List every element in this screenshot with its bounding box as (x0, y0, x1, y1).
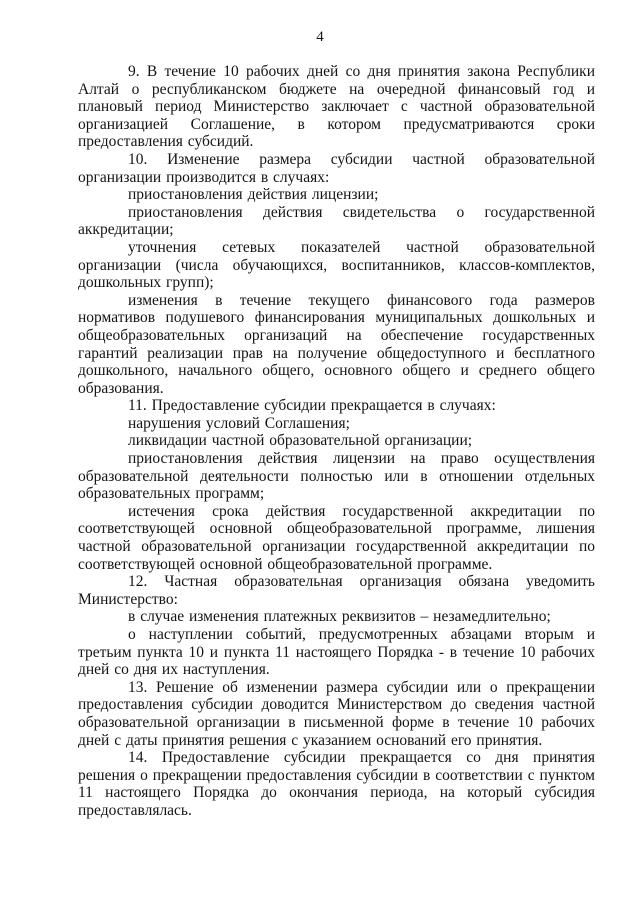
paragraph-11-item-license: приостановления действия лицензии на право осуществления образовательной деятельности полностью или в отношении отдельных образовательных программ; (78, 450, 595, 503)
paragraph-10-item-accreditation: приостановления действия свидетельства о государственной аккредитации; (78, 203, 595, 239)
document-body (78, 63, 595, 820)
paragraph-10: 10. Изменение размера субсидии частной образовательной организации производится в случаях: (78, 150, 595, 186)
paragraph-10-item-license: приостановления действия лицензии; (128, 186, 379, 204)
paragraph-10-item-financing: изменения в течение текущего финансового года размеров нормативов подушевого финансирования муниципальных дошкольных и общеобразовательных организаций на обеспечение государственных гарантий реализации прав на получение общедоступного и бесплатного дошкольного, начального общего, основного общего и среднего общего образования. (78, 291, 595, 397)
paragraph-11-item-violation: нарушения условий Соглашения; (128, 414, 350, 432)
paragraph-12-item-events: о наступлении событий, предусмотренных абзацами вторым и третьим пункта 10 и пункта 11 настоящего Порядка - в течение 10 рабочих дней со дня их наступления. (78, 626, 595, 679)
paragraph-12-item-requisites: в случае изменения платежных реквизитов – незамедлительно; (128, 608, 551, 626)
paragraph-10-item-network: уточнения сетевых показателей частной образовательной организации (числа обучающихся, воспитанников, классов-комплектов, дошкольных групп); (78, 238, 595, 292)
paragraph-11-item-expiry: истечения срока действия государственной аккредитации по соответствующей основной общеобразовательной программе, лишения частной образовательной организации государственной аккредитации по соответствующей основной общеобразовательной программе. (78, 502, 595, 573)
page-number: 4 (316, 29, 324, 45)
paragraph-9: 9. В течение 10 рабочих дней со дня принятия закона Республики Алтай о республиканском бюджете на очередной финансовый год и плановый период Министерство заключает с частной образовательной организацией Соглашение, в котором предусматриваются сроки предоставления субсидий. (78, 63, 595, 151)
paragraph-11: 11. Предоставление субсидии прекращается в случаях: (128, 397, 496, 415)
paragraph-12: 12. Частная образовательная организация обязана уведомить Министерство: (78, 573, 595, 608)
paragraph-14: 14. Предоставление субсидии прекращается со дня принятия решения о прекращении предоставления субсидии в соответствии с пунктом 11 настоящего Порядка до окончания периода, на который субсидия предоставлялась. (78, 749, 595, 819)
paragraph-13: 13. Решение об изменении размера субсидии или о прекращении предоставления субсидии доводится Министерством до сведения частной образовательной организации в письменной форме в течение 10 рабочих дней с даты принятия решения с указанием оснований его принятия. (78, 678, 595, 749)
paragraph-11-item-liquidation: ликвидации частной образовательной организации; (128, 432, 473, 450)
